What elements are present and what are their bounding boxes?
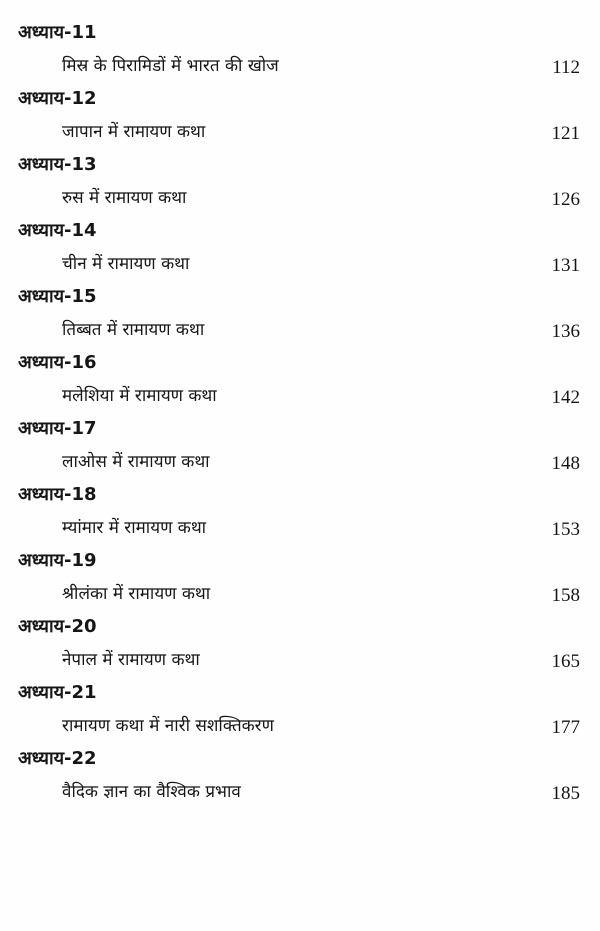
chapter-title: नेपाल में रामायण कथा: [62, 650, 200, 670]
chapter-title: म्यांमार में रामायण कथा: [62, 518, 207, 538]
page-number: 153: [551, 519, 580, 540]
chapter-heading: अध्याय-22: [18, 748, 97, 769]
toc-entry: [0, 614, 600, 680]
chapter-heading: अध्याय-21: [18, 682, 97, 703]
page-number: 131: [551, 255, 580, 276]
chapter-heading: अध्याय-19: [18, 550, 97, 571]
page-number: 112: [552, 57, 580, 78]
chapter-title: लाओस में रामायण कथा: [62, 452, 210, 472]
table-of-contents: [0, 20, 600, 812]
chapter-title: रामायण कथा में नारी सशक्तिकरण: [62, 716, 274, 736]
page-number: 121: [551, 123, 580, 144]
chapter-heading: अध्याय-11: [18, 22, 97, 43]
chapter-heading: अध्याय-18: [18, 484, 97, 505]
chapter-title: मिस्र के पिरामिडों में भारत की खोज: [62, 56, 279, 76]
toc-entry: [0, 548, 600, 614]
chapter-heading: अध्याय-17: [18, 418, 97, 439]
page-number: 158: [551, 585, 580, 606]
chapter-heading: अध्याय-13: [18, 154, 97, 175]
page-number: 177: [551, 717, 580, 738]
page-number: 185: [551, 783, 580, 804]
page-number: 136: [551, 321, 580, 342]
chapter-title: चीन में रामायण कथा: [62, 254, 190, 274]
toc-entry: [0, 86, 600, 152]
page-number: 142: [551, 387, 580, 408]
chapter-title: श्रीलंका में रामायण कथा: [62, 584, 211, 604]
toc-entry: [0, 350, 600, 416]
toc-entry: [0, 218, 600, 284]
toc-entry: [0, 284, 600, 350]
chapter-heading: अध्याय-12: [18, 88, 97, 109]
chapter-title: रुस में रामायण कथा: [62, 188, 187, 208]
chapter-title: वैदिक ज्ञान का वैश्विक प्रभाव: [62, 782, 241, 802]
chapter-heading: अध्याय-20: [18, 616, 97, 637]
chapter-title: जापान में रामायण कथा: [62, 122, 206, 142]
toc-entry: [0, 746, 600, 812]
chapter-title: मलेशिया में रामायण कथा: [62, 386, 217, 406]
toc-entry: [0, 20, 600, 86]
toc-entry: [0, 152, 600, 218]
chapter-heading: अध्याय-16: [18, 352, 97, 373]
toc-entry: [0, 482, 600, 548]
page-number: 165: [551, 651, 580, 672]
chapter-heading: अध्याय-14: [18, 220, 97, 241]
toc-entry: [0, 680, 600, 746]
toc-entry: [0, 416, 600, 482]
chapter-heading: अध्याय-15: [18, 286, 97, 307]
chapter-title: तिब्बत में रामायण कथा: [62, 320, 205, 340]
page-number: 126: [551, 189, 580, 210]
page-number: 148: [551, 453, 580, 474]
